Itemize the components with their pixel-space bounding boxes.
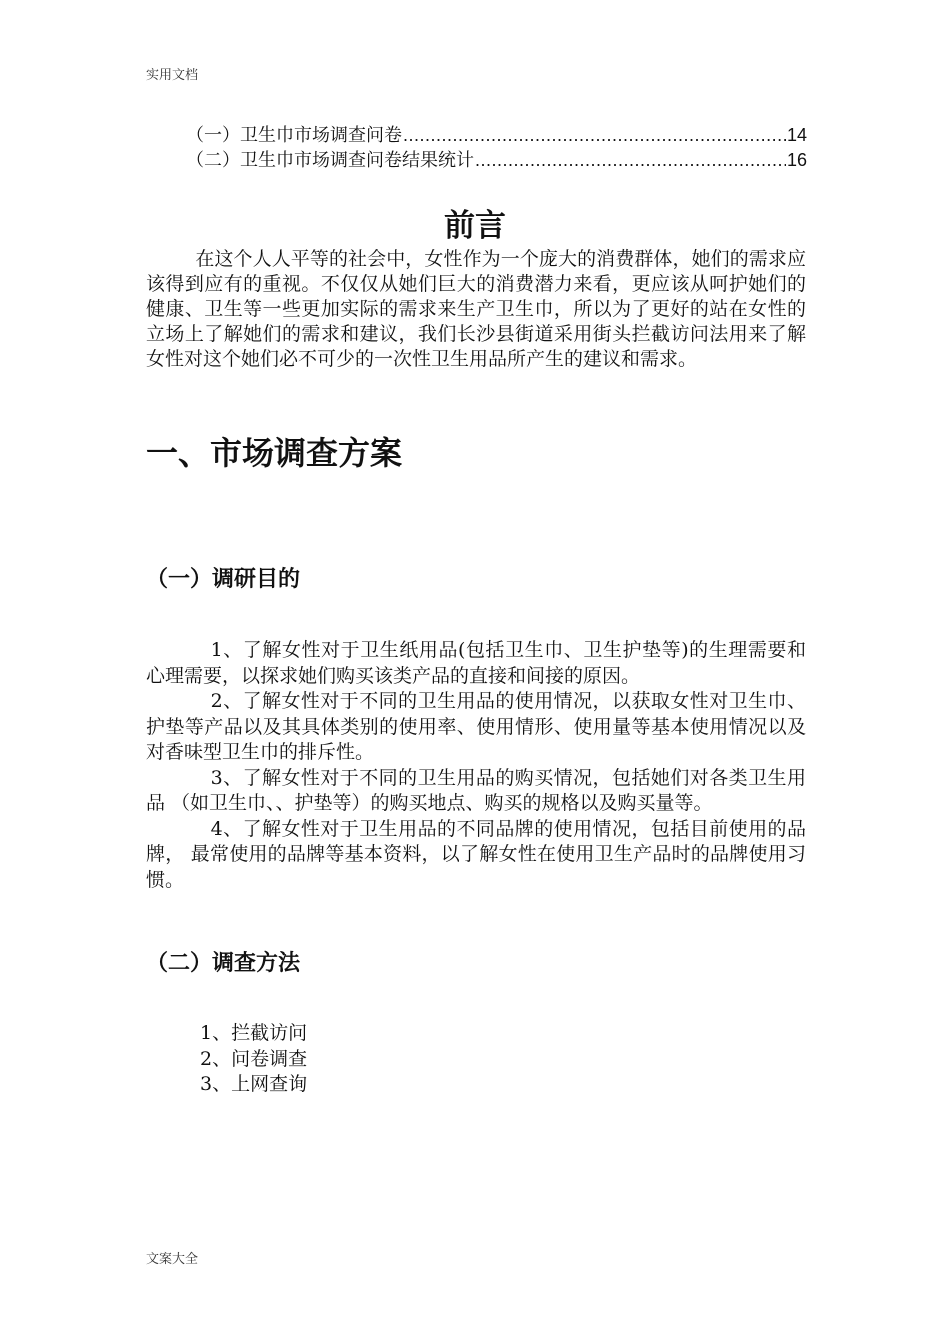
method-item: 2、问卷调查 bbox=[200, 1047, 308, 1070]
method-item: 3、上网查询 bbox=[200, 1073, 308, 1095]
preface-title: 前言 bbox=[444, 208, 506, 244]
table-of-contents bbox=[186, 123, 807, 173]
page-footer: 文案大全 bbox=[146, 1252, 199, 1267]
method-item: 1、拦截访问 bbox=[200, 1022, 308, 1044]
preface-paragraph: 在这个人人平等的社会中，女性作为一个庞大的消费群体，她们的需求应该得到应有的重视。不仅仅从她们巨大的消费潜力来看，更应该从呵护她们的健康、卫生等一些更加实际的需求来生产卫生巾，所以为了更好的站在女性的立场上了解她们的需求和建议，我们长沙县街道采用街头拦截访问法用来了解女性对这个她们必不可少的一次性卫生用品所产生的建议和需求。 bbox=[146, 248, 806, 370]
toc-dot-leader bbox=[475, 148, 786, 173]
toc-entry[interactable] bbox=[186, 148, 807, 173]
toc-dot-leader bbox=[403, 123, 786, 148]
objectives-heading: （一）调研目的 bbox=[146, 567, 301, 592]
objectives-list bbox=[146, 638, 806, 893]
toc-entry-page: 16 bbox=[786, 150, 807, 170]
methods-heading: （二）调查方法 bbox=[146, 951, 301, 976]
toc-entry[interactable] bbox=[186, 123, 807, 148]
toc-entry-label: （二）卫生巾市场调查问卷结果统计 bbox=[186, 150, 474, 171]
section-heading: 一、市场调查方案 bbox=[146, 434, 403, 472]
objective-item: 1、了解女性对于卫生纸用品(包括卫生巾、卫生护垫等)的生理需要和心理需要，以探求她们购买该类产品的直接和间接的原因。 bbox=[146, 639, 806, 687]
page-header: 实用文档 bbox=[146, 68, 199, 83]
objective-item: 2、了解女性对于不同的卫生用品的使用情况，以获取女性对卫生巾、护垫等产品以及其具体类别的使用率、使用情形、使用量等基本使用情况以及对香味型卫生巾的排斥性。 bbox=[146, 690, 806, 763]
toc-entry-page: 14 bbox=[786, 125, 807, 145]
toc-entry-label: （一）卫生巾市场调查问卷 bbox=[186, 125, 402, 146]
objective-item: 3、了解女性对于不同的卫生用品的购买情况，包括她们对各类卫生用品 （如卫生巾、、护垫等）的购买地点、购买的规格以及购买量等。 bbox=[146, 766, 806, 814]
methods-list bbox=[200, 1021, 307, 1098]
objective-item: 4、了解女性对于卫生用品的不同品牌的使用情况，包括目前使用的品牌， 最常使用的品牌等基本资料，以了解女性在使用卫生产品时的品牌使用习惯。 bbox=[146, 817, 806, 891]
